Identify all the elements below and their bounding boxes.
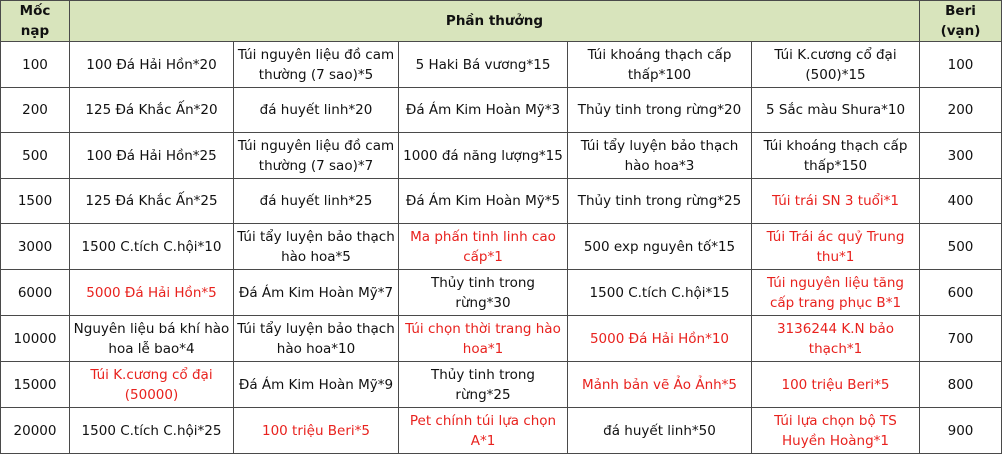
moc-nap-cell: 20000 (1, 408, 70, 454)
reward-cell: Túi nguyên liệu tăng cấp trang phục B*1 (752, 270, 920, 316)
reward-cell: 5000 Đá Hải Hồn*10 (568, 316, 752, 362)
table-row (1, 224, 1002, 270)
moc-nap-cell: 15000 (1, 362, 70, 408)
table-row (1, 133, 1002, 179)
reward-cell: đá huyết linh*25 (234, 179, 399, 224)
table-row (1, 362, 1002, 408)
reward-cell: Túi khoáng thạch cấp thấp*150 (752, 133, 920, 179)
reward-cell: Túi tẩy luyện bảo thạch hào hoa*3 (568, 133, 752, 179)
reward-cell: Đá Ám Kim Hoàn Mỹ*7 (234, 270, 399, 316)
beri-cell: 100 (920, 42, 1002, 88)
beri-cell: 400 (920, 179, 1002, 224)
moc-nap-cell: 10000 (1, 316, 70, 362)
table-row (1, 88, 1002, 133)
reward-cell: Thủy tinh trong rừng*20 (568, 88, 752, 133)
reward-cell: 5 Haki Bá vương*15 (399, 42, 568, 88)
reward-cell: 125 Đá Khắc Ấn*20 (70, 88, 234, 133)
table-body (1, 42, 1002, 454)
header-phan-thuong: Phần thưởng (70, 1, 920, 42)
moc-nap-cell: 500 (1, 133, 70, 179)
table-row (1, 316, 1002, 362)
beri-cell: 800 (920, 362, 1002, 408)
reward-cell: 5000 Đá Hải Hồn*5 (70, 270, 234, 316)
reward-cell: Túi lựa chọn bộ TS Huyền Hoàng*1 (752, 408, 920, 454)
table-row (1, 179, 1002, 224)
reward-cell: Thủy tinh trong rừng*25 (568, 179, 752, 224)
reward-cell: Túi trái SN 3 tuổi*1 (752, 179, 920, 224)
reward-cell: Đá Ám Kim Hoàn Mỹ*9 (234, 362, 399, 408)
moc-nap-cell: 3000 (1, 224, 70, 270)
reward-cell: đá huyết linh*50 (568, 408, 752, 454)
reward-cell: Túi khoáng thạch cấp thấp*100 (568, 42, 752, 88)
reward-cell: 100 triệu Beri*5 (234, 408, 399, 454)
header-moc-nap: Mốc nạp (1, 1, 70, 42)
header-beri: Beri (vạn) (920, 1, 1002, 42)
moc-nap-cell: 6000 (1, 270, 70, 316)
beri-cell: 200 (920, 88, 1002, 133)
reward-cell: Túi K.cương cổ đại (50000) (70, 362, 234, 408)
reward-cell: Đá Ám Kim Hoàn Mỹ*3 (399, 88, 568, 133)
reward-cell: 100 triệu Beri*5 (752, 362, 920, 408)
reward-cell: 1500 C.tích C.hội*25 (70, 408, 234, 454)
reward-cell: Túi nguyên liệu đồ cam thường (7 sao)*5 (234, 42, 399, 88)
reward-cell: Mảnh bản vẽ Ảo Ảnh*5 (568, 362, 752, 408)
reward-cell: Túi chọn thời trang hào hoa*1 (399, 316, 568, 362)
reward-cell: Đá Ám Kim Hoàn Mỹ*5 (399, 179, 568, 224)
beri-cell: 700 (920, 316, 1002, 362)
reward-cell: 5 Sắc màu Shura*10 (752, 88, 920, 133)
reward-cell: Túi nguyên liệu đồ cam thường (7 sao)*7 (234, 133, 399, 179)
reward-cell: đá huyết linh*20 (234, 88, 399, 133)
beri-cell: 600 (920, 270, 1002, 316)
table-row (1, 42, 1002, 88)
beri-cell: 900 (920, 408, 1002, 454)
reward-cell: Pet chính túi lựa chọn A*1 (399, 408, 568, 454)
reward-cell: 100 Đá Hải Hồn*25 (70, 133, 234, 179)
reward-cell: 125 Đá Khắc Ấn*25 (70, 179, 234, 224)
reward-cell: 500 exp nguyên tố*15 (568, 224, 752, 270)
header-row (1, 1, 1002, 42)
reward-cell: 1000 đá năng lượng*15 (399, 133, 568, 179)
moc-nap-cell: 100 (1, 42, 70, 88)
reward-cell: Túi Trái ác quỷ Trung thu*1 (752, 224, 920, 270)
reward-cell: 1500 C.tích C.hội*10 (70, 224, 234, 270)
reward-cell: Thủy tinh trong rừng*25 (399, 362, 568, 408)
reward-cell: 1500 C.tích C.hội*15 (568, 270, 752, 316)
moc-nap-cell: 200 (1, 88, 70, 133)
reward-cell: Ma phấn tinh linh cao cấp*1 (399, 224, 568, 270)
reward-cell: 3136244 K.N bảo thạch*1 (752, 316, 920, 362)
reward-cell: Túi tẩy luyện bảo thạch hào hoa*10 (234, 316, 399, 362)
reward-cell: Túi K.cương cổ đại (500)*15 (752, 42, 920, 88)
beri-cell: 300 (920, 133, 1002, 179)
reward-cell: Thủy tinh trong rừng*30 (399, 270, 568, 316)
reward-cell: Túi tẩy luyện bảo thạch hào hoa*5 (234, 224, 399, 270)
reward-cell: 100 Đá Hải Hồn*20 (70, 42, 234, 88)
table-row (1, 270, 1002, 316)
beri-cell: 500 (920, 224, 1002, 270)
moc-nap-cell: 1500 (1, 179, 70, 224)
reward-cell: Nguyên liệu bá khí hào hoa lễ bao*4 (70, 316, 234, 362)
